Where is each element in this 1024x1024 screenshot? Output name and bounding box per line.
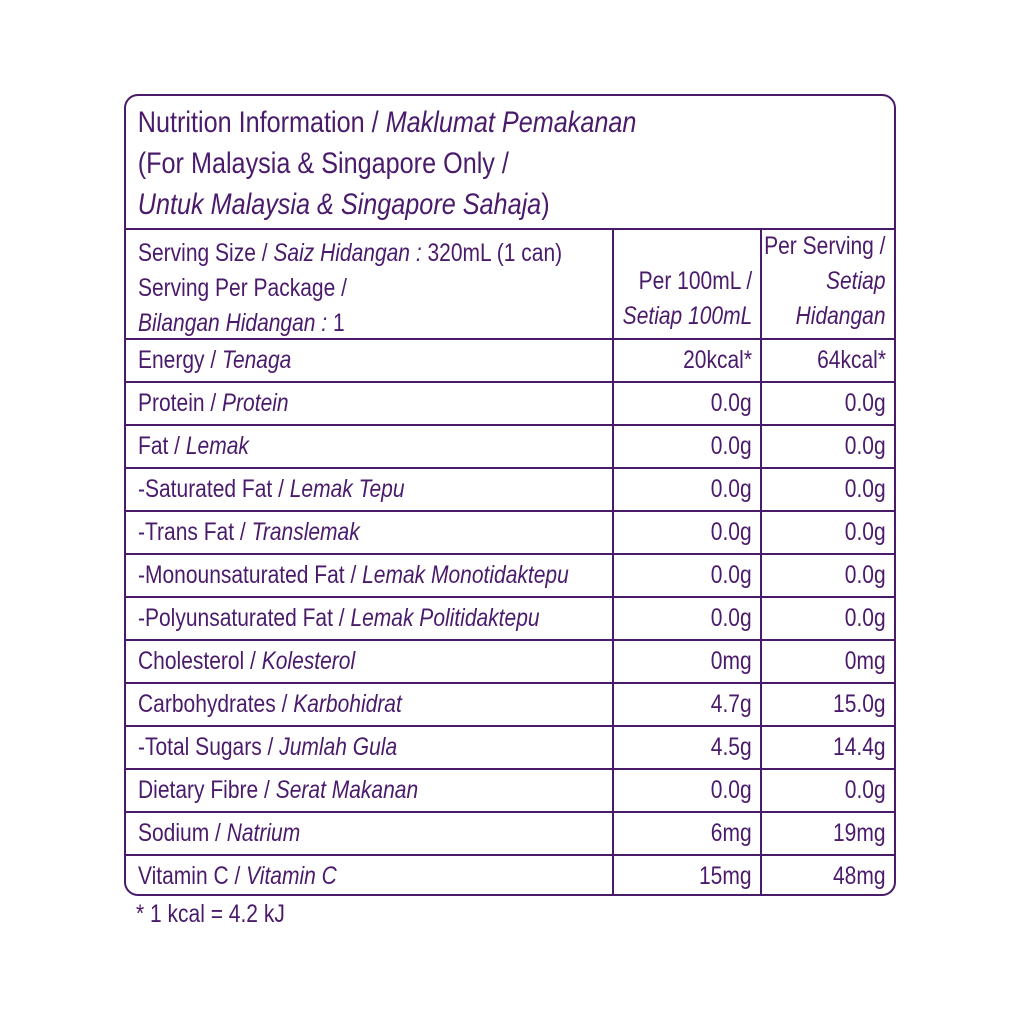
perserving-header-cell [762, 230, 894, 338]
perserving-value [762, 426, 894, 467]
per100-text: 0.0g [711, 432, 752, 460]
per100-value [614, 641, 762, 682]
perserving-value [762, 813, 894, 854]
table-row [126, 555, 894, 598]
nutrient-name-cell [126, 641, 614, 682]
per100-value [614, 856, 762, 896]
perserving-text: 0.0g [845, 604, 886, 632]
serving-size-en: Serving Size / [138, 239, 274, 267]
perserving-value [762, 598, 894, 639]
table-row [126, 770, 894, 813]
serving-size-ms: Saiz Hidangan : [273, 239, 428, 267]
nutrient-name-ms: Vitamin C [246, 862, 337, 890]
nutrient-name-ms: Lemak Politidaktepu [350, 604, 540, 632]
per100-header-cell [614, 230, 762, 338]
nutrient-name-cell [126, 856, 614, 896]
serving-size-value: 320mL (1 can) [427, 239, 563, 267]
panel-title [126, 96, 771, 228]
nutrient-name-en: -Total Sugars / [138, 733, 280, 761]
nutrient-name-en: Dietary Fibre / [138, 776, 276, 804]
perserving-text: 64kcal* [817, 346, 886, 374]
perserving-header-en: Per Serving / [764, 232, 886, 260]
nutrient-name-cell [126, 770, 614, 811]
nutrient-name-cell [126, 383, 614, 424]
nutrient-name-en: Fat / [138, 432, 186, 460]
serving-per-package-en: Serving Per Package / [138, 274, 347, 302]
nutrition-panel [124, 94, 896, 896]
nutrient-name-en: Energy / [138, 346, 223, 374]
perserving-header-ms-1: Setiap [826, 267, 886, 295]
nutrient-name-ms: Tenaga [222, 346, 292, 374]
nutrient-name-en: -Saturated Fat / [138, 475, 290, 503]
title-line-3-end: ) [541, 188, 550, 221]
nutrient-name-ms: Kolesterol [261, 647, 356, 675]
perserving-value [762, 856, 894, 896]
nutrient-name-cell [126, 469, 614, 510]
per100-value [614, 469, 762, 510]
perserving-text: 15.0g [833, 690, 886, 718]
nutrient-name-cell [126, 555, 614, 596]
nutrient-name-ms: Lemak [185, 432, 249, 460]
perserving-text: 0.0g [845, 475, 886, 503]
title-line-3 [138, 184, 771, 225]
nutrient-name-en: Carbohydrates / [138, 690, 294, 718]
perserving-text: 0.0g [845, 561, 886, 589]
perserving-text: 0mg [845, 647, 886, 675]
per100-value [614, 426, 762, 467]
perserving-value [762, 684, 894, 725]
nutrient-name-ms: Serat Makanan [275, 776, 419, 804]
nutrient-name-ms: Lemak Tepu [289, 475, 405, 503]
table-row [126, 340, 894, 383]
nutrient-name-cell [126, 727, 614, 768]
nutrient-name-ms: Jumlah Gula [279, 733, 398, 761]
nutrient-name-cell [126, 684, 614, 725]
per100-value [614, 813, 762, 854]
per100-value [614, 383, 762, 424]
nutrient-name-en: Vitamin C / [138, 862, 247, 890]
table-row [126, 469, 894, 512]
title-ms: Maklumat Pemakanan [385, 106, 637, 139]
per100-text: 4.5g [711, 733, 752, 761]
serving-per-package-value: 1 [332, 309, 345, 337]
footnote: * 1 kcal = 4.2 kJ [136, 900, 285, 928]
serving-per-package-ms: Bilangan Hidangan : [138, 309, 333, 337]
nutrient-name-ms: Lemak Monotidaktepu [362, 561, 569, 589]
title-en: Nutrition Information / [137, 106, 386, 139]
table-row [126, 512, 894, 555]
title-line-3-ms: Untuk Malaysia & Singapore Sahaja [137, 188, 542, 221]
perserving-value [762, 770, 894, 811]
per100-value [614, 512, 762, 553]
per100-value [614, 340, 762, 381]
table-row [126, 813, 894, 856]
nutrient-name-cell [126, 340, 614, 381]
perserving-text: 19mg [833, 819, 886, 847]
per100-value [614, 684, 762, 725]
per100-text: 15mg [699, 862, 752, 890]
nutrient-name-en: Protein / [138, 389, 223, 417]
table-row [126, 684, 894, 727]
perserving-value [762, 727, 894, 768]
table-row [126, 598, 894, 641]
perserving-text: 0.0g [845, 432, 886, 460]
title-line-1 [138, 102, 771, 143]
per100-value [614, 727, 762, 768]
per100-text: 0.0g [711, 475, 752, 503]
nutrient-name-ms: Protein [222, 389, 289, 417]
perserving-text: 0.0g [845, 518, 886, 546]
perserving-value [762, 641, 894, 682]
per100-value [614, 598, 762, 639]
title-line-2: (For Malaysia & Singapore Only / [137, 147, 509, 180]
per100-text: 0.0g [711, 518, 752, 546]
nutrient-name-ms: Karbohidrat [293, 690, 402, 718]
perserving-value [762, 340, 894, 381]
table-header-row [126, 230, 894, 340]
nutrient-name-en: -Monounsaturated Fat / [138, 561, 363, 589]
nutrient-name-en: -Polyunsaturated Fat / [138, 604, 351, 632]
per100-text: 0.0g [711, 604, 752, 632]
perserving-value [762, 555, 894, 596]
perserving-header-ms-2: Hidangan [796, 302, 886, 330]
nutrient-name-en: Cholesterol / [138, 647, 262, 675]
per100-text: 0.0g [711, 389, 752, 417]
nutrient-name-ms: Translemak [251, 518, 360, 546]
perserving-text: 0.0g [845, 389, 886, 417]
table-row [126, 426, 894, 469]
table-row [126, 383, 894, 426]
table-row [126, 727, 894, 770]
per100-text: 4.7g [711, 690, 752, 718]
serving-info-cell [126, 230, 614, 338]
serving-per-package-line [138, 306, 562, 341]
nutrient-name-ms: Natrium [226, 819, 301, 847]
per100-text: 0.0g [711, 776, 752, 804]
per100-value [614, 555, 762, 596]
perserving-text: 14.4g [833, 733, 886, 761]
nutrient-name-en: -Trans Fat / [138, 518, 252, 546]
table-row [126, 641, 894, 684]
per100-text: 6mg [711, 819, 752, 847]
perserving-text: 48mg [833, 862, 886, 890]
nutrient-name-cell [126, 813, 614, 854]
nutrient-name-cell [126, 426, 614, 467]
per100-text: 20kcal* [683, 346, 752, 374]
perserving-value [762, 383, 894, 424]
serving-size-line [138, 236, 562, 271]
nutrient-name-cell [126, 512, 614, 553]
per100-header-ms: Setiap 100mL [622, 302, 752, 330]
table-row [126, 856, 894, 896]
per100-text: 0.0g [711, 561, 752, 589]
nutrient-name-cell [126, 598, 614, 639]
perserving-text: 0.0g [845, 776, 886, 804]
nutrition-table [126, 230, 894, 896]
nutrient-name-en: Sodium / [138, 819, 227, 847]
per100-text: 0mg [711, 647, 752, 675]
per100-value [614, 770, 762, 811]
per100-header-en: Per 100mL / [638, 267, 752, 295]
perserving-value [762, 469, 894, 510]
perserving-value [762, 512, 894, 553]
